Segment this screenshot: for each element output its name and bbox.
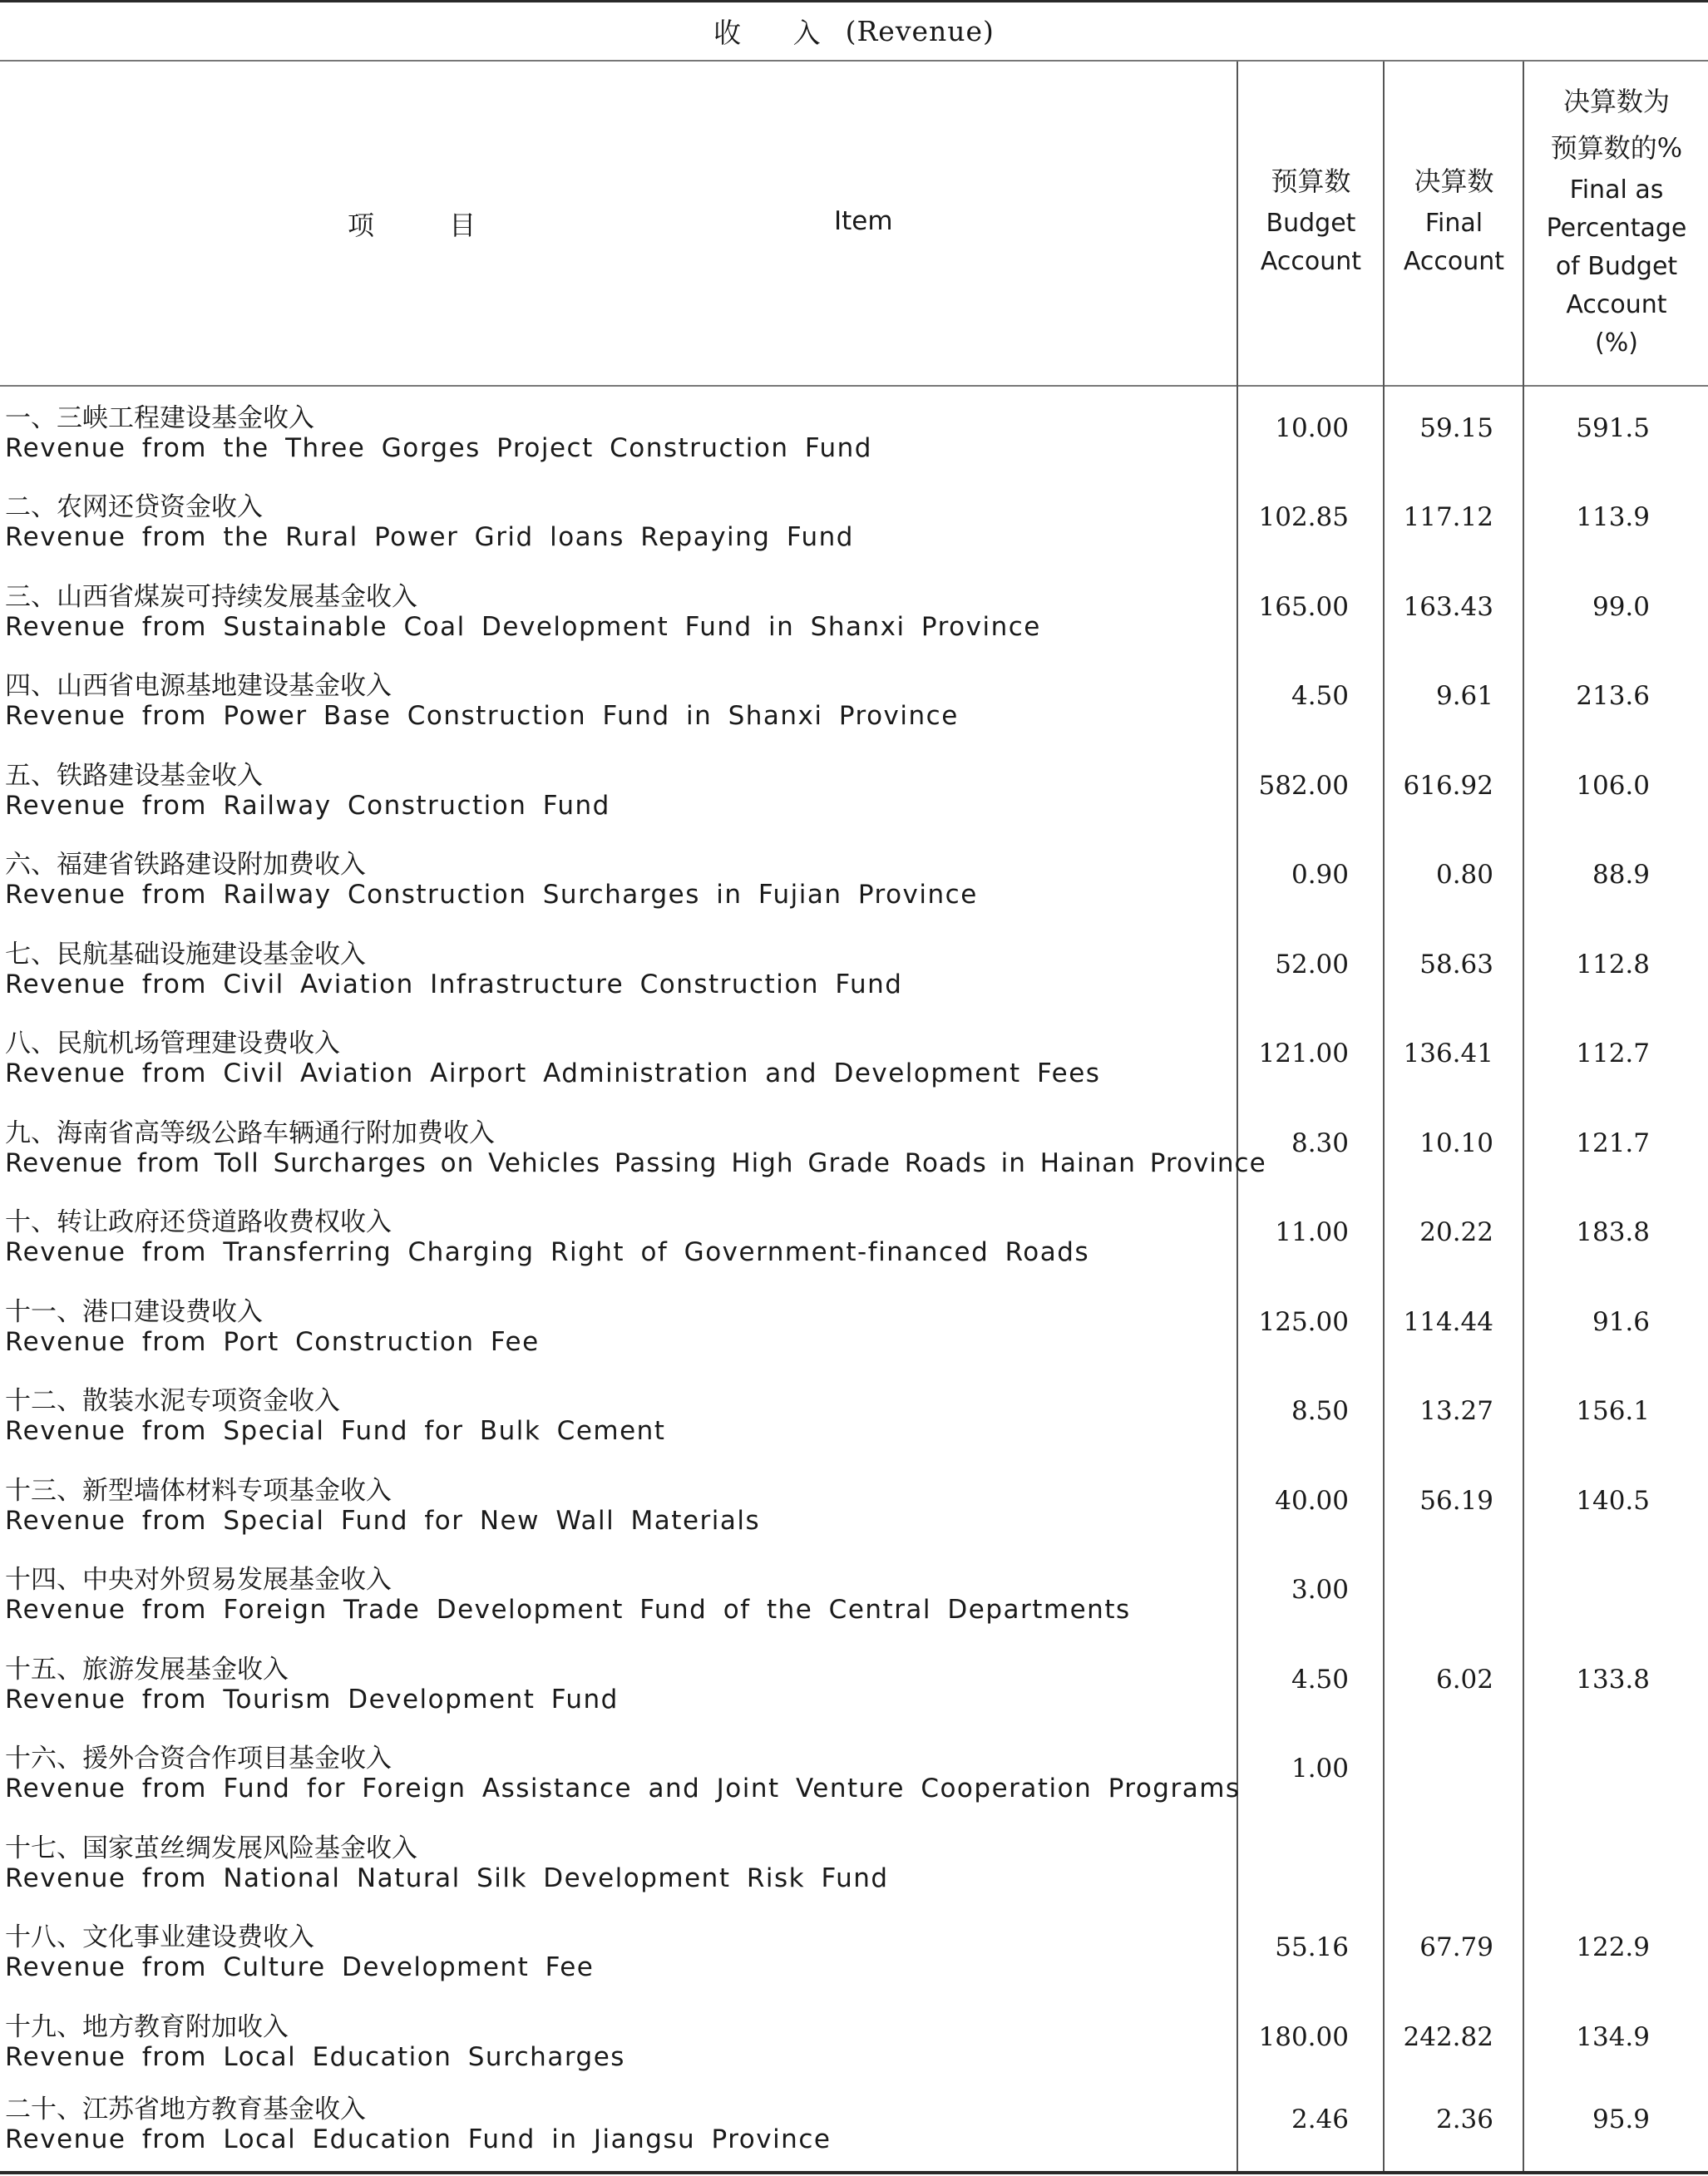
row-item-cn: 三、山西省煤炭可持续发展基金收入 (5, 582, 417, 612)
header-pct-en-3: of Budget (1555, 252, 1678, 281)
row-item-en: Revenue from National Natural Silk Development Risk Fund (5, 1863, 889, 1893)
row-final: 67.79 (1419, 1932, 1493, 1962)
row-final: 13.27 (1419, 1396, 1493, 1426)
row-pct: 122.9 (1576, 1932, 1650, 1962)
table-row (0, 388, 1708, 477)
row-budget: 55.16 (1275, 1932, 1349, 1962)
row-final: 2.36 (1435, 2104, 1493, 2134)
row-item-cn: 十、转让政府还贷道路收费权收入 (5, 1207, 392, 1237)
row-budget: 8.50 (1291, 1396, 1349, 1426)
row-final: 0.80 (1435, 860, 1493, 890)
table-row (0, 1371, 1708, 1460)
header-final-en-2: Account (1403, 247, 1505, 276)
header-item-en: Item (834, 206, 893, 236)
row-budget: 102.85 (1258, 502, 1349, 532)
header-budget (1239, 158, 1383, 281)
row-final: 616.92 (1403, 771, 1493, 801)
row-item-cn: 十二、散装水泥专项资金收入 (5, 1386, 340, 1416)
row-budget: 52.00 (1275, 950, 1349, 979)
row-item-en: Revenue from Culture Development Fee (5, 1952, 595, 1982)
table-title (0, 0, 1708, 62)
table-row (0, 1461, 1708, 1550)
row-item-en: Revenue from Local Education Surcharges (5, 2042, 625, 2072)
row-budget: 4.50 (1291, 681, 1349, 711)
row-item-en: Revenue from Civil Aviation Airport Administration and Development Fees (5, 1058, 1101, 1088)
row-pct: 91.6 (1592, 1307, 1650, 1337)
row-item-en: Revenue from Local Education Fund in Jiangsu Province (5, 2124, 832, 2154)
row-item-en: Revenue from Fund for Foreign Assistance and Joint Venture Cooperation Programs (5, 1774, 1241, 1803)
header-budget-cn: 预算数 (1271, 165, 1351, 197)
row-item-en: Revenue from Toll Surcharges on Vehicles Passing High Grade Roads in Hainan Province (5, 1148, 1266, 1178)
row-item-cn: 十八、文化事业建设费收入 (5, 1922, 314, 1952)
row-pct: 113.9 (1576, 502, 1650, 532)
row-final: 114.44 (1403, 1307, 1493, 1337)
table-row (0, 1192, 1708, 1281)
row-item-cn: 六、福建省铁路建设附加费收入 (5, 850, 366, 880)
header-pct-cn-2: 预算数的% (1550, 132, 1683, 164)
row-final: 136.41 (1403, 1039, 1493, 1068)
row-pct: 112.8 (1576, 950, 1650, 979)
row-pct: 121.7 (1576, 1128, 1650, 1158)
header-final-cn: 决算数 (1414, 165, 1494, 197)
row-item-cn: 四、山西省电源基地建设基金收入 (5, 671, 392, 701)
row-item-cn: 十九、地方教育附加收入 (5, 2012, 289, 2042)
row-final: 58.63 (1419, 950, 1493, 979)
row-item-cn: 五、铁路建设基金收入 (5, 761, 263, 791)
row-item-cn: 九、海南省高等级公路车辆通行附加费收入 (5, 1118, 495, 1148)
row-item-en: Revenue from Special Fund for New Wall Materials (5, 1506, 761, 1536)
row-budget: 165.00 (1258, 592, 1349, 622)
row-budget: 3.00 (1291, 1575, 1349, 1605)
table-row (0, 746, 1708, 835)
row-item-cn: 十四、中央对外贸易发展基金收入 (5, 1565, 392, 1595)
table-row (0, 835, 1708, 924)
row-item-en: Revenue from the Three Gorges Project Construction Fund (5, 433, 872, 463)
row-final: 20.22 (1419, 1217, 1493, 1247)
header-pct-cn-1: 决算数为 (1562, 86, 1670, 117)
row-pct: 591.5 (1576, 413, 1650, 443)
row-item-en: Revenue from Transferring Charging Right of Government-financed Roads (5, 1237, 1090, 1267)
row-item-cn: 二、农网还贷资金收入 (5, 492, 263, 522)
row-budget: 125.00 (1258, 1307, 1349, 1337)
header-final (1385, 158, 1523, 281)
row-item-cn: 十七、国家茧丝绸发展风险基金收入 (5, 1833, 417, 1863)
row-item-en: Revenue from Railway Construction Surcharges in Fujian Province (5, 880, 978, 910)
header-pct-en-5: (%) (1595, 328, 1638, 358)
row-item-en: Revenue from Tourism Development Fund (5, 1685, 619, 1715)
row-item-en: Revenue from Port Construction Fee (5, 1327, 540, 1357)
row-budget: 8.30 (1291, 1128, 1349, 1158)
row-final: 242.82 (1403, 2022, 1493, 2052)
table-row (0, 1014, 1708, 1103)
row-budget: 0.90 (1291, 860, 1349, 890)
row-item-cn: 二十、江苏省地方教育基金收入 (5, 2095, 366, 2124)
row-pct: 134.9 (1576, 2022, 1650, 2052)
row-pct: 88.9 (1592, 860, 1650, 890)
row-item-cn: 十三、新型墙体材料专项基金收入 (5, 1476, 392, 1506)
row-final: 6.02 (1435, 1665, 1493, 1695)
header-budget-en-1: Budget (1266, 209, 1356, 238)
row-item-en: Revenue from Special Fund for Bulk Cement (5, 1416, 666, 1446)
row-item-en: Revenue from Railway Construction Fund (5, 791, 610, 821)
header-item-cn: 项 目 (348, 210, 510, 241)
row-budget: 180.00 (1258, 2022, 1349, 2052)
table-title-cn: 收 入 (713, 16, 842, 49)
row-item-cn: 八、民航机场管理建设费收入 (5, 1029, 340, 1058)
row-pct: 106.0 (1576, 771, 1650, 801)
table-row (0, 1282, 1708, 1371)
row-item-en: Revenue from Civil Aviation Infrastructure Construction Fund (5, 970, 903, 999)
row-pct: 99.0 (1592, 592, 1650, 622)
row-pct: 95.9 (1592, 2104, 1650, 2134)
header-divider (0, 385, 1708, 387)
header-pct-en-1: Final as (1569, 175, 1664, 205)
row-pct: 133.8 (1576, 1665, 1650, 1695)
table-row (0, 1907, 1708, 1996)
table-row (0, 656, 1708, 745)
header-final-en-1: Final (1424, 209, 1483, 238)
row-final: 10.10 (1419, 1128, 1493, 1158)
row-final: 56.19 (1419, 1486, 1493, 1516)
table-row (0, 477, 1708, 566)
table-row (0, 1103, 1708, 1192)
header-pct (1525, 78, 1708, 363)
row-item-cn: 十一、港口建设费收入 (5, 1297, 263, 1327)
row-budget: 121.00 (1258, 1039, 1349, 1068)
row-item-cn: 十五、旅游发展基金收入 (5, 1655, 289, 1685)
row-pct: 112.7 (1576, 1039, 1650, 1068)
row-item-en: Revenue from Sustainable Coal Development Fund in Shanxi Province (5, 612, 1041, 642)
row-item-cn: 七、民航基础设施建设基金收入 (5, 940, 366, 970)
row-item-cn: 一、三峡工程建设基金收入 (5, 403, 314, 433)
row-budget: 40.00 (1275, 1486, 1349, 1516)
table-title-en: (Revenue) (845, 14, 995, 47)
row-budget: 582.00 (1258, 771, 1349, 801)
table-row (0, 925, 1708, 1014)
row-pct: 140.5 (1576, 1486, 1650, 1516)
row-final: 59.15 (1419, 413, 1493, 443)
row-pct: 183.8 (1576, 1217, 1650, 1247)
row-item-en: Revenue from the Rural Power Grid loans Repaying Fund (5, 522, 854, 552)
header-budget-en-2: Account (1260, 247, 1362, 276)
table-row (0, 1818, 1708, 1907)
header-pct-en-4: Account (1566, 290, 1667, 319)
row-budget: 1.00 (1291, 1754, 1349, 1784)
table-row (0, 1729, 1708, 1818)
header-pct-en-2: Percentage (1546, 214, 1687, 243)
table-row (0, 1997, 1708, 2086)
row-item-en: Revenue from Power Base Construction Fund in Shanxi Province (5, 701, 959, 731)
row-budget: 11.00 (1275, 1217, 1349, 1247)
table-row (0, 1550, 1708, 1639)
row-item-en: Revenue from Foreign Trade Development Fund of the Central Departments (5, 1595, 1131, 1625)
table-row (0, 2080, 1708, 2169)
row-final: 117.12 (1403, 502, 1493, 532)
bottom-rule (0, 2171, 1708, 2174)
row-item-cn: 十六、援外合资合作项目基金收入 (5, 1744, 392, 1774)
row-pct: 156.1 (1576, 1396, 1650, 1426)
row-budget: 10.00 (1275, 413, 1349, 443)
row-final: 9.61 (1435, 681, 1493, 711)
row-budget: 2.46 (1291, 2104, 1349, 2134)
table-row (0, 567, 1708, 656)
row-final: 163.43 (1403, 592, 1493, 622)
table-row (0, 1640, 1708, 1729)
row-budget: 4.50 (1291, 1665, 1349, 1695)
row-pct: 213.6 (1576, 681, 1650, 711)
